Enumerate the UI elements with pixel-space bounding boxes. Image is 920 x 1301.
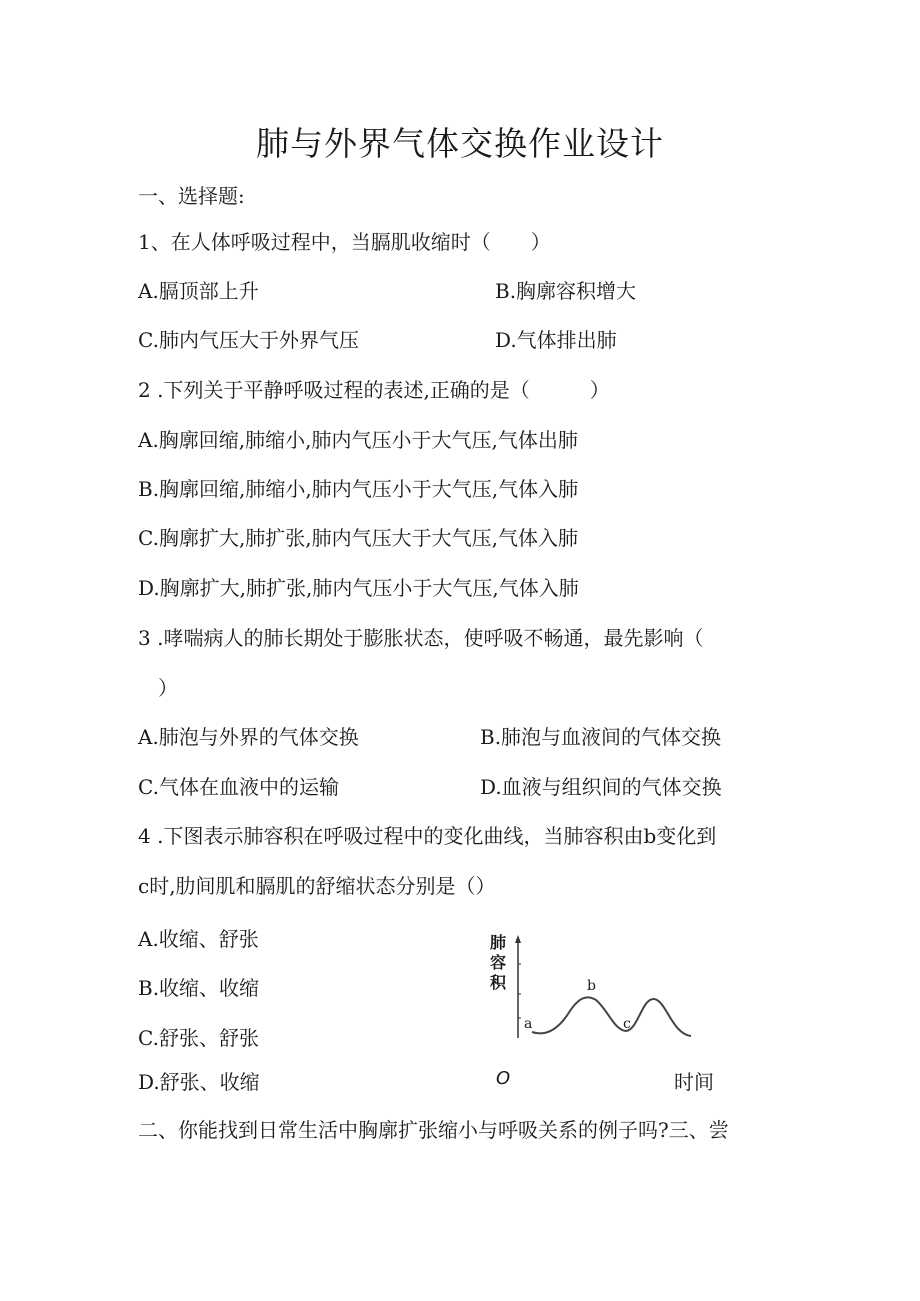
- question-4-option-a: A.收缩、舒张: [138, 927, 259, 951]
- question-3-stem-line1: 3 .哮喘病人的肺长期处于膨胀状态，使呼吸不畅通，最先影响（: [138, 626, 704, 650]
- question-1-option-a: A.膈顶部上升: [138, 279, 259, 303]
- question-1-option-b: B.胸廓容积增大: [495, 279, 637, 303]
- question-1-stem: 1、在人体呼吸过程中，当膈肌收缩时（ ）: [138, 230, 551, 254]
- question-2-option-a: A.胸廓回缩,肺缩小,肺内气压小于大气压,气体出肺: [138, 428, 578, 452]
- figure-ylabel-char-3: 积: [489, 973, 507, 992]
- question-2-stem: 2 .下列关于平静呼吸过程的表述,正确的是（ ）: [138, 378, 610, 402]
- question-4-option-c: C.舒张、舒张: [138, 1026, 259, 1050]
- figure-y-axis-arrow: [515, 935, 521, 943]
- figure-ylabel-char-1: 肺: [489, 934, 507, 952]
- question-3-option-d: D.血液与组织间的气体交换: [480, 775, 722, 799]
- question-4-stem-line1: 4 .下图表示肺容积在呼吸过程中的变化曲线，当肺容积由b变化到: [138, 824, 717, 848]
- figure-volume-curve: [532, 997, 691, 1036]
- question-1-option-c: C.肺内气压大于外界气压: [138, 328, 359, 352]
- question-2-option-d: D.胸廓扩大,肺扩张,肺内气压小于大气压,气体入肺: [138, 576, 579, 600]
- figure-origin-label: O: [496, 1068, 511, 1089]
- question-3-option-c: C.气体在血液中的运输: [138, 775, 339, 799]
- question-4-option-b: B.收缩、收缩: [138, 976, 260, 1000]
- figure-xlabel: 时间: [674, 1070, 714, 1094]
- question-4-stem-line2: c时,肋间肌和膈肌的舒缩状态分别是（）: [138, 874, 496, 898]
- figure-point-a: a: [524, 1016, 533, 1032]
- lung-volume-figure: [486, 934, 696, 1044]
- question-2-option-b: B.胸廓回缩,肺缩小,肺内气压小于大气压,气体入肺: [138, 477, 579, 501]
- question-1-option-d: D.气体排出肺: [495, 328, 617, 352]
- question-4-option-d: D.舒张、收缩: [138, 1070, 260, 1094]
- question-3-option-b: B.肺泡与血液间的气体交换: [480, 725, 722, 749]
- question-3-option-a: A.肺泡与外界的气体交换: [138, 725, 359, 749]
- figure-ylabel-char-2: 容: [489, 953, 507, 972]
- figure-point-c: c: [623, 1016, 631, 1032]
- question-2-option-c: C.胸廓扩大,肺扩张,肺内气压大于大气压,气体入肺: [138, 526, 579, 550]
- section-heading-2: 二、你能找到日常生活中胸廓扩张缩小与呼吸关系的例子吗?三、尝: [138, 1118, 729, 1142]
- section-heading-choice: 一、选择题:: [138, 184, 245, 208]
- page-title: 肺与外界气体交换作业设计: [256, 124, 664, 163]
- question-3-stem-line2: ）: [158, 676, 178, 700]
- figure-point-b: b: [587, 978, 596, 994]
